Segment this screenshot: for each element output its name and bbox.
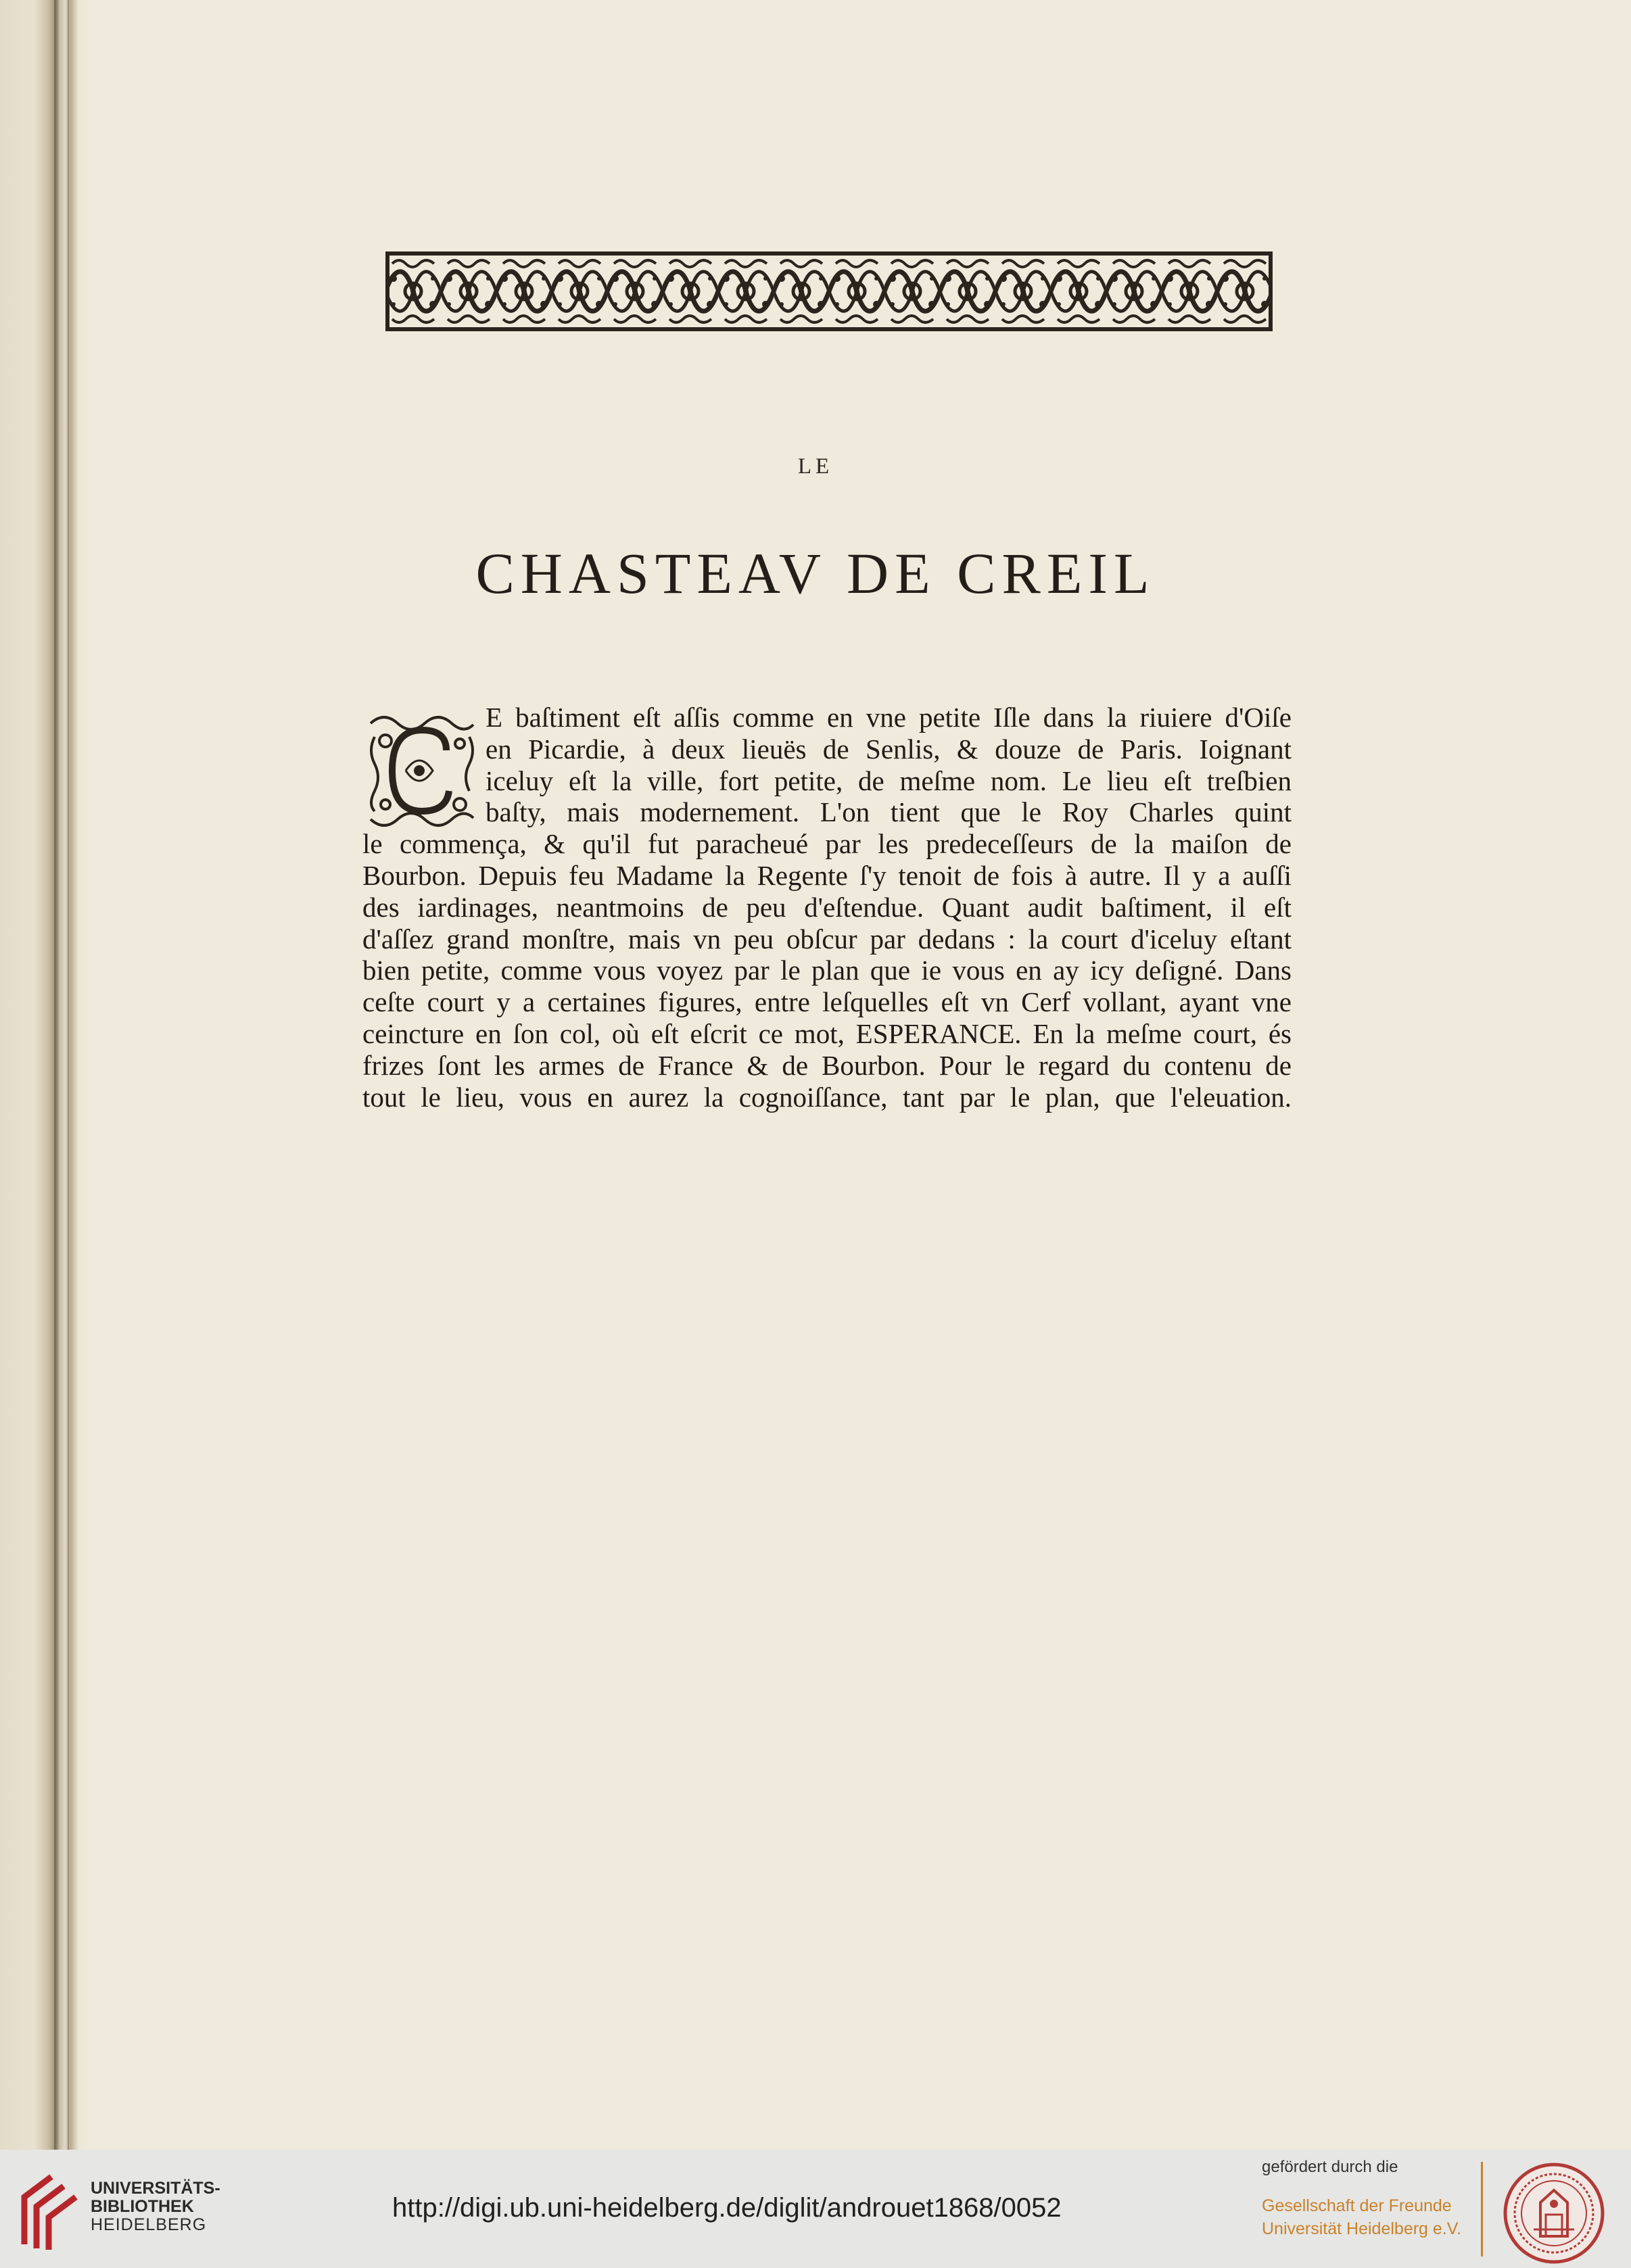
seal-icon <box>1503 2162 1605 2265</box>
funded-by-label: gefördert durch die <box>1262 2158 1398 2176</box>
library-line: UNIVERSITÄTS- <box>91 2179 220 2198</box>
footer-divider <box>1481 2162 1483 2257</box>
society-line: Gesellschaft der Freunde <box>1262 2196 1452 2215</box>
text-line: iceluy eſt la ville, fort petite, de meſme nom. Le lieu eſt treſbien <box>486 765 1292 796</box>
book-edge-line <box>68 0 69 2150</box>
text-line: le commença, & qu'il fut paracheué par les predeceſſeurs de la maiſon de <box>362 828 1292 860</box>
society-line: Universität Heidelberg e.V. <box>1262 2219 1462 2238</box>
society-name[interactable] <box>1262 2194 1461 2240</box>
text-line: tout le lieu, vous en aurez la cognoiſſance, tant par le plan, que l'eleuation. <box>362 1081 1292 1113</box>
heading-small: LE <box>797 454 834 479</box>
text-line: ceincture en ſon col, où eſt eſcrit ce mot, ESPERANCE. En la meſme court, és <box>362 1017 1292 1049</box>
text-line: frizes ſont les armes de France & de Bourbon. Pour le regard du contenu de <box>362 1049 1292 1081</box>
text-line: des iardinages, neantmoins de peu d'eſtendue. Quant audit baſtiment, il eſt <box>362 891 1292 923</box>
text-line: E baſtiment eſt aſſis comme en vne petite Iſle dans la riuiere d'Oiſe <box>486 702 1292 733</box>
library-name[interactable] <box>91 2179 220 2234</box>
permalink-url[interactable]: http://digi.ub.uni-heidelberg.de/diglit/androuet1868/0052 <box>392 2193 1062 2223</box>
book-edge-line <box>54 0 56 2150</box>
library-logo-icon[interactable] <box>18 2170 80 2251</box>
library-line: HEIDELBERG <box>91 2215 207 2234</box>
ornamental-band <box>385 251 1273 331</box>
text-line: baſty, mais modernement. L'on tient que le Roy Charles quint <box>486 796 1292 828</box>
text-line: en Picardie, à deux lieuës de Senlis, & douze de Paris. Ioignant <box>486 733 1292 765</box>
library-line: BIBLIOTHEK <box>91 2197 194 2216</box>
footer-bar <box>0 2150 1631 2268</box>
text-line: ceſte court y a certaines figures, entre leſquelles eſt vn Cerf vollant, ayant vne <box>362 986 1292 1018</box>
body-text <box>362 702 1292 1113</box>
book-edge <box>0 0 88 2150</box>
text-line: d'aſſez grand monſtre, mais vn peu obſcur par dedans : la court d'iceluy eſtant <box>362 923 1292 955</box>
text-line: bien petite, comme vous voyez par le plan que ie vous en ay icy deſigné. Dans <box>362 955 1292 986</box>
text-line: Bourbon. Depuis feu Madame la Regente ſ'y tenoit de fois à autre. Il y a auſſi <box>362 859 1292 891</box>
page-title: CHASTEAV DE CREIL <box>475 541 1156 606</box>
